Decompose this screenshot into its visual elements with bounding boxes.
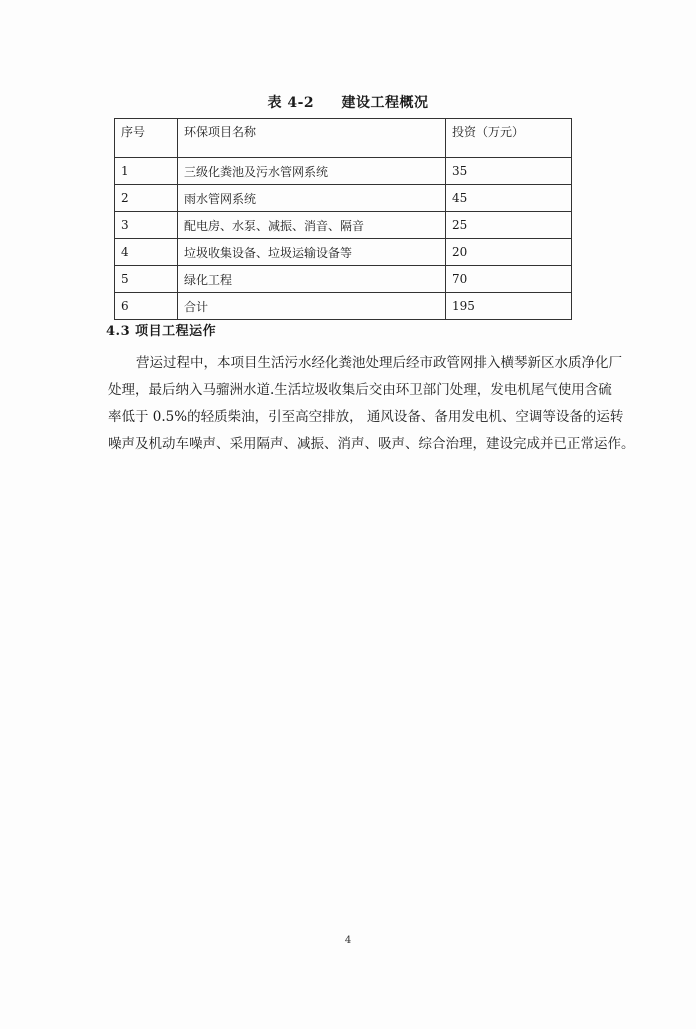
operation-paragraph (108, 350, 635, 458)
table-row (115, 158, 572, 185)
table-row (115, 266, 572, 293)
page-number: 4 (344, 935, 352, 946)
cell-serial: 1 (115, 158, 178, 185)
paragraph-line: 率低于 0.5%的轻质柴油，引至高空排放， 通风设备、备用发电机、空调等设备的运转 (108, 409, 624, 425)
cell-investment: 195 (446, 293, 572, 320)
paragraph-line: 营运过程中，本项目生活污水经化粪池处理后经市政管网排入横琴新区水质净化厂 (136, 355, 622, 371)
cell-serial: 2 (115, 185, 178, 212)
table-caption-number: 表 4-2 (267, 95, 315, 111)
cell-project-name: 绿化工程 (178, 266, 446, 293)
cell-project-name: 配电房、水泵、减振、消音、隔音 (178, 212, 446, 239)
cell-project-name: 三级化粪池及污水管网系统 (178, 158, 446, 185)
cell-investment: 35 (446, 158, 572, 185)
header-project-name: 环保项目名称 (178, 119, 446, 158)
table-row (115, 212, 572, 239)
cell-investment: 45 (446, 185, 572, 212)
cell-serial: 3 (115, 212, 178, 239)
cell-investment: 20 (446, 239, 572, 266)
header-serial: 序号 (115, 119, 178, 158)
construction-overview-table (114, 118, 572, 320)
paragraph-line: 噪声及机动车噪声、采用隔声、减振、消声、吸声、综合治理，建设完成并已正常运作。 (108, 436, 635, 452)
cell-serial: 6 (115, 293, 178, 320)
cell-project-name: 雨水管网系统 (178, 185, 446, 212)
paragraph-line: 处理，最后纳入马骝洲水道.生活垃圾收集后交由环卫部门处理，发电机尾气使用含硫 (108, 382, 612, 398)
section-heading: 4.3 项目工程运作 (106, 324, 217, 339)
cell-investment: 25 (446, 212, 572, 239)
table-header-row (115, 119, 572, 158)
table-row (115, 293, 572, 320)
table-caption-text: 建设工程概况 (341, 95, 429, 111)
cell-investment: 70 (446, 266, 572, 293)
cell-project-name: 合计 (178, 293, 446, 320)
table-row (115, 239, 572, 266)
cell-project-name: 垃圾收集设备、垃圾运输设备等 (178, 239, 446, 266)
table-caption (0, 92, 696, 112)
cell-serial: 5 (115, 266, 178, 293)
cell-serial: 4 (115, 239, 178, 266)
header-investment: 投资（万元） (446, 119, 572, 158)
table-row (115, 185, 572, 212)
